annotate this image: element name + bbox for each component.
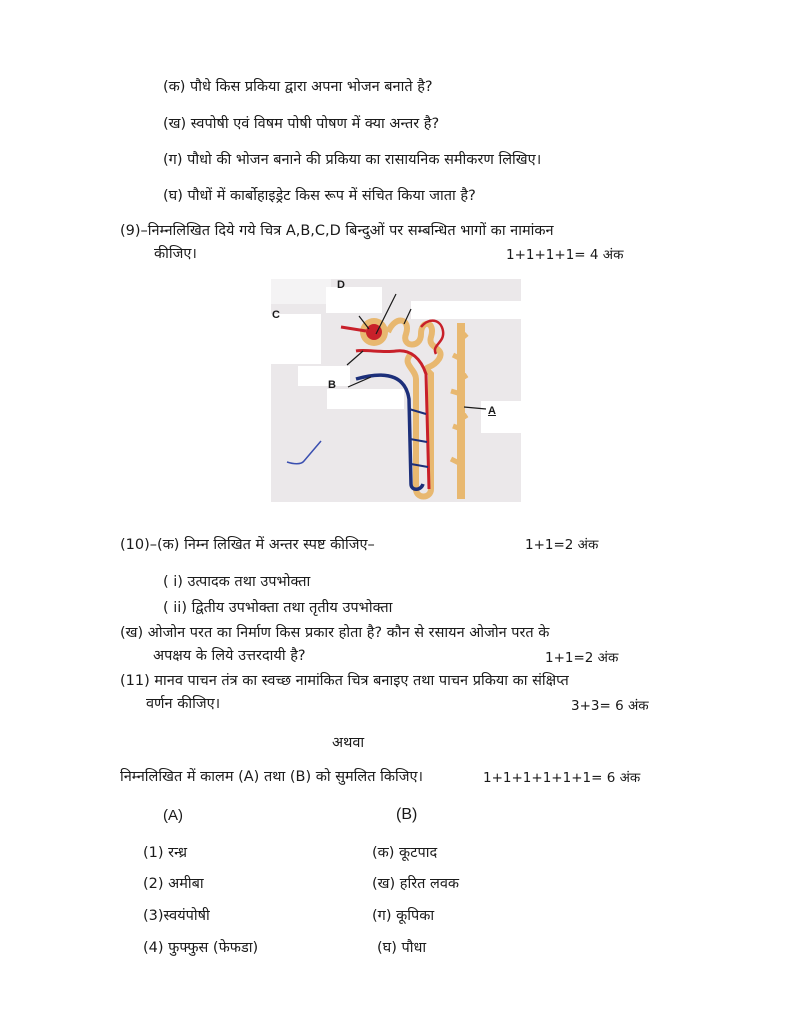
or-label: अथवा: [332, 735, 365, 751]
column-a-item-2: (2) अमीबा: [143, 876, 204, 892]
nephron-diagram: [271, 279, 521, 519]
match-instruction: निम्नलिखित में कालम (A) तथा (B) को सुमलित किजिए।: [120, 769, 424, 785]
q10-marks-kha: 1+1=2 अंक: [545, 650, 619, 666]
q8-part-ga: (ग) पौधो की भोजन बनाने की प्रकिया का रासायनिक समीकरण लिखिए।: [163, 152, 542, 168]
q11-marks: 3+3= 6 अंक: [571, 698, 649, 714]
diagram-label-b: B: [328, 379, 336, 391]
q8-part-ka: (क) पौधे किस प्रकिया द्वारा अपना भोजन बनाते है?: [163, 79, 433, 95]
q11-question: (11) मानव पाचन तंत्र का स्वच्छ नामांकित चित्र बनाइए तथा पाचन प्रकिया का संक्षिप्त: [120, 673, 569, 689]
column-a-item-3: (3)स्वयंपोषी: [143, 908, 210, 924]
q10-kha-question: (ख) ओजोन परत का निर्माण किस प्रकार होता है? कौन से रसायन ओजोन परत के: [120, 625, 550, 641]
column-b-item-ga: (ग) कूपिका: [372, 908, 435, 924]
match-marks: 1+1+1+1+1+1= 6 अंक: [483, 770, 641, 786]
q8-part-gha: (घ) पौधों में कार्बोहाइड्रेट किस रूप में संचित किया जाता है?: [163, 188, 476, 204]
q8-part-kha: (ख) स्वपोषी एवं विषम पोषी पोषण में क्या अन्तर है?: [163, 116, 440, 132]
column-b-item-ka: (क) कूटपाद: [372, 845, 438, 861]
q10-question: (10)–(क) निम्न लिखित में अन्तर स्पष्ट कीजिए–: [120, 537, 375, 553]
column-a-item-4: (4) फुफ्फुस (फेफडा): [143, 940, 259, 956]
nephron-illustration: [271, 279, 521, 519]
q10-sub-ii: ( ii) द्वितीय उपभोक्ता तथा तृतीय उपभोक्ता: [163, 600, 393, 616]
diagram-label-a: A: [488, 405, 496, 417]
column-b-item-kha: (ख) हरित लवक: [372, 876, 460, 892]
column-b-header: (B): [396, 806, 418, 823]
q9-question: (9)–निम्नलिखित दिये गये चित्र A,B,C,D बिन्दुओं पर सम्बन्धित भागों का नामांकन: [120, 223, 554, 239]
diagram-label-c: C: [272, 309, 280, 321]
column-a-item-1: (1) रन्ध्र: [143, 845, 188, 861]
diagram-label-d: D: [337, 279, 345, 291]
q11-question-cont: वर्णन कीजिए।: [146, 696, 221, 712]
column-b-item-gha: (घ) पौधा: [377, 940, 427, 956]
column-a-header: (A): [163, 807, 183, 824]
q10-marks-ka: 1+1=2 अंक: [525, 537, 599, 553]
q9-question-cont: कीजिए।: [154, 246, 197, 262]
q9-marks: 1+1+1+1= 4 अंक: [506, 247, 624, 263]
q10-sub-i: ( i) उत्पादक तथा उपभोक्ता: [163, 574, 311, 590]
q10-kha-question-cont: अपक्षय के लिये उत्तरदायी है?: [153, 648, 306, 664]
